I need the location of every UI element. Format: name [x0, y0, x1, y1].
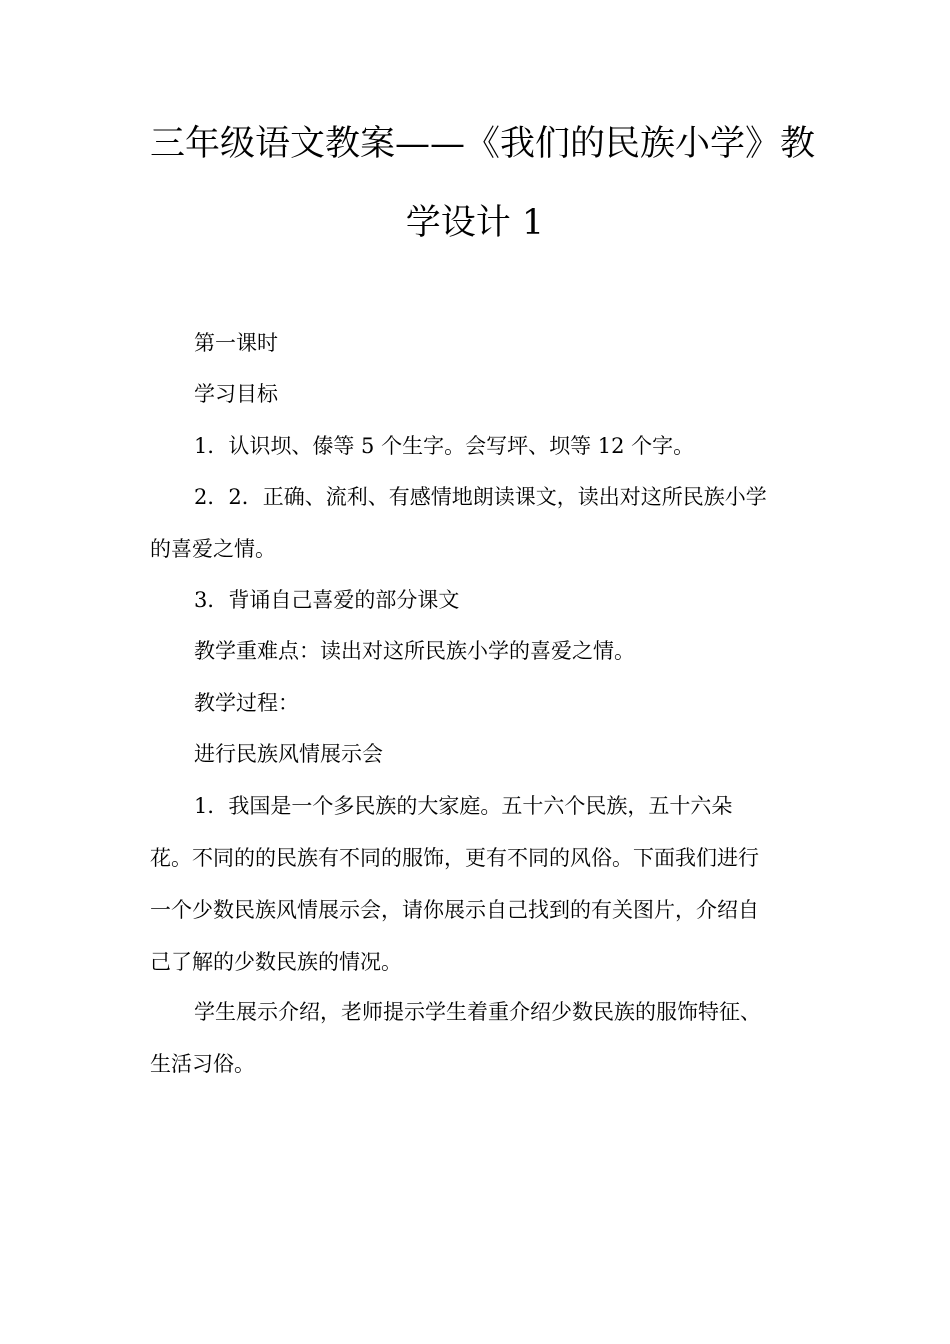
paragraph-line: 教学过程：: [194, 691, 299, 715]
paragraph-line: 学生展示介绍，老师提示学生着重介绍少数民族的服饰特征、: [194, 1000, 761, 1024]
paragraph-line: 1．认识坝、傣等 5 个生字。会写坪、坝等 12 个字。: [194, 434, 695, 458]
paragraph-line: 己了解的少数民族的情况。: [150, 950, 402, 974]
paragraph-line: 花。不同的的民族有不同的服饰，更有不同的风俗。下面我们进行: [150, 846, 759, 870]
document-title-line-1: 三年级语文教案——《我们的民族小学》教: [150, 124, 816, 164]
paragraph-line: 教学重难点：读出对这所民族小学的喜爱之情。: [194, 639, 635, 663]
paragraph-line: 2．2．正确、流利、有感情地朗读课文，读出对这所民族小学: [194, 485, 767, 509]
paragraph-lesson: [150, 317, 800, 369]
paragraph-student-presentation: [150, 986, 800, 1090]
paragraph-objectives-heading: [150, 368, 800, 420]
paragraph-line: 的喜爱之情。: [150, 537, 276, 561]
paragraph-process-heading: [150, 677, 800, 729]
paragraph-line: 进行民族风情展示会: [194, 742, 383, 766]
paragraph-line: 3．背诵自己喜爱的部分课文: [194, 588, 460, 612]
paragraph-step-1: [150, 780, 800, 988]
paragraph-objective-2: [150, 471, 800, 575]
paragraph-key-points: [150, 625, 800, 677]
paragraph-line: 第一课时: [194, 331, 278, 355]
paragraph-showcase: [150, 728, 800, 780]
document-title-line-2: 学设计 1: [405, 203, 545, 243]
paragraph-line: 1．我国是一个多民族的大家庭。五十六个民族，五十六朵: [194, 794, 733, 818]
paragraph-objective-1: [150, 420, 800, 472]
paragraph-objective-3: [150, 574, 800, 626]
paragraph-line: 学习目标: [194, 382, 278, 406]
paragraph-line: 一个少数民族风情展示会，请你展示自己找到的有关图片，介绍自: [150, 898, 759, 922]
paragraph-line: 生活习俗。: [150, 1052, 255, 1076]
